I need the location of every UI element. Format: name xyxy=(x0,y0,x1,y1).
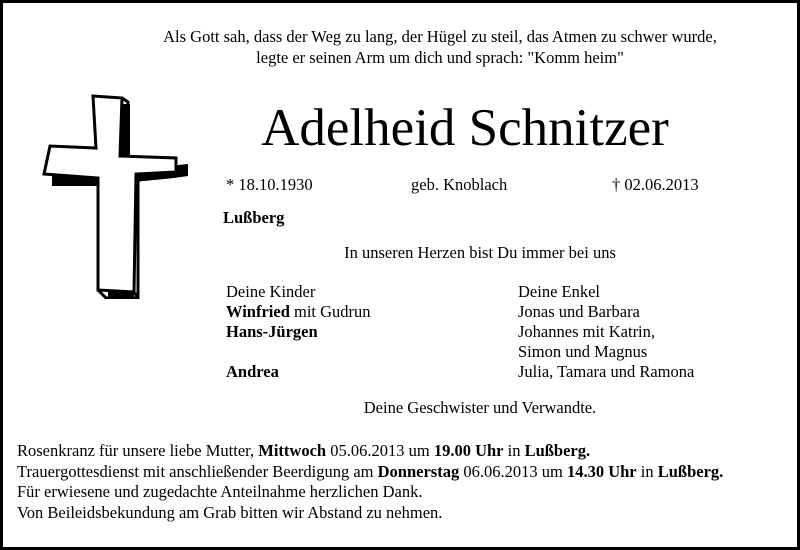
notice-line-3: Für erwiesene und zugedachte Anteilnahme herzlichen Dank. xyxy=(17,482,423,501)
notice-line-4: Von Beileidsbekundung am Grab bitten wir Abstand zu nehmen. xyxy=(17,502,443,522)
death-date: † 02.06.2013 xyxy=(612,175,699,194)
poem-line-1: Als Gott sah, dass der Weg zu lang, der Hügel zu steil, das Atmen zu schwer wurde, xyxy=(163,27,717,46)
service-notice xyxy=(17,441,723,523)
notice-line-1: Rosenkranz für unsere liebe Mutter, Mittwoch 05.06.2013 um 19.00 Uhr in Lußberg. xyxy=(17,441,591,460)
maiden-name: geb. Knoblach xyxy=(411,175,508,194)
birth-date: * 18.10.1930 xyxy=(226,175,313,194)
poem xyxy=(100,26,780,68)
motto: In unseren Herzen bist Du immer bei uns xyxy=(344,243,616,262)
place: Lußberg xyxy=(223,208,285,227)
grandchildren-list xyxy=(518,282,694,382)
list-item: Jonas und Barbara xyxy=(518,302,640,321)
child-name: Winfried xyxy=(226,302,290,321)
notice-line-2: Trauergottesdienst mit anschließender Beerdigung am Donnerstag 06.06.2013 um 14.30 Uhr in Lußberg. xyxy=(17,461,724,481)
list-item: Johannes mit Katrin, xyxy=(518,322,656,341)
relatives: Deine Geschwister und Verwandte. xyxy=(363,398,597,417)
child-name: Hans-Jürgen xyxy=(226,322,318,341)
poem-line-2: legte er seinen Arm um dich und sprach: "Komm heim" xyxy=(256,48,624,67)
child-name: Andrea xyxy=(226,362,279,381)
children-list xyxy=(226,282,371,382)
list-item: Julia, Tamara und Ramona xyxy=(518,362,695,381)
grandchildren-heading: Deine Enkel xyxy=(518,282,601,301)
list-item: Simon und Magnus xyxy=(518,342,648,361)
child-partner: mit Gudrun xyxy=(289,302,371,321)
deceased-name: Adelheid Schnitzer xyxy=(261,99,669,157)
list-item xyxy=(226,302,371,322)
children-heading: Deine Kinder xyxy=(226,282,316,301)
